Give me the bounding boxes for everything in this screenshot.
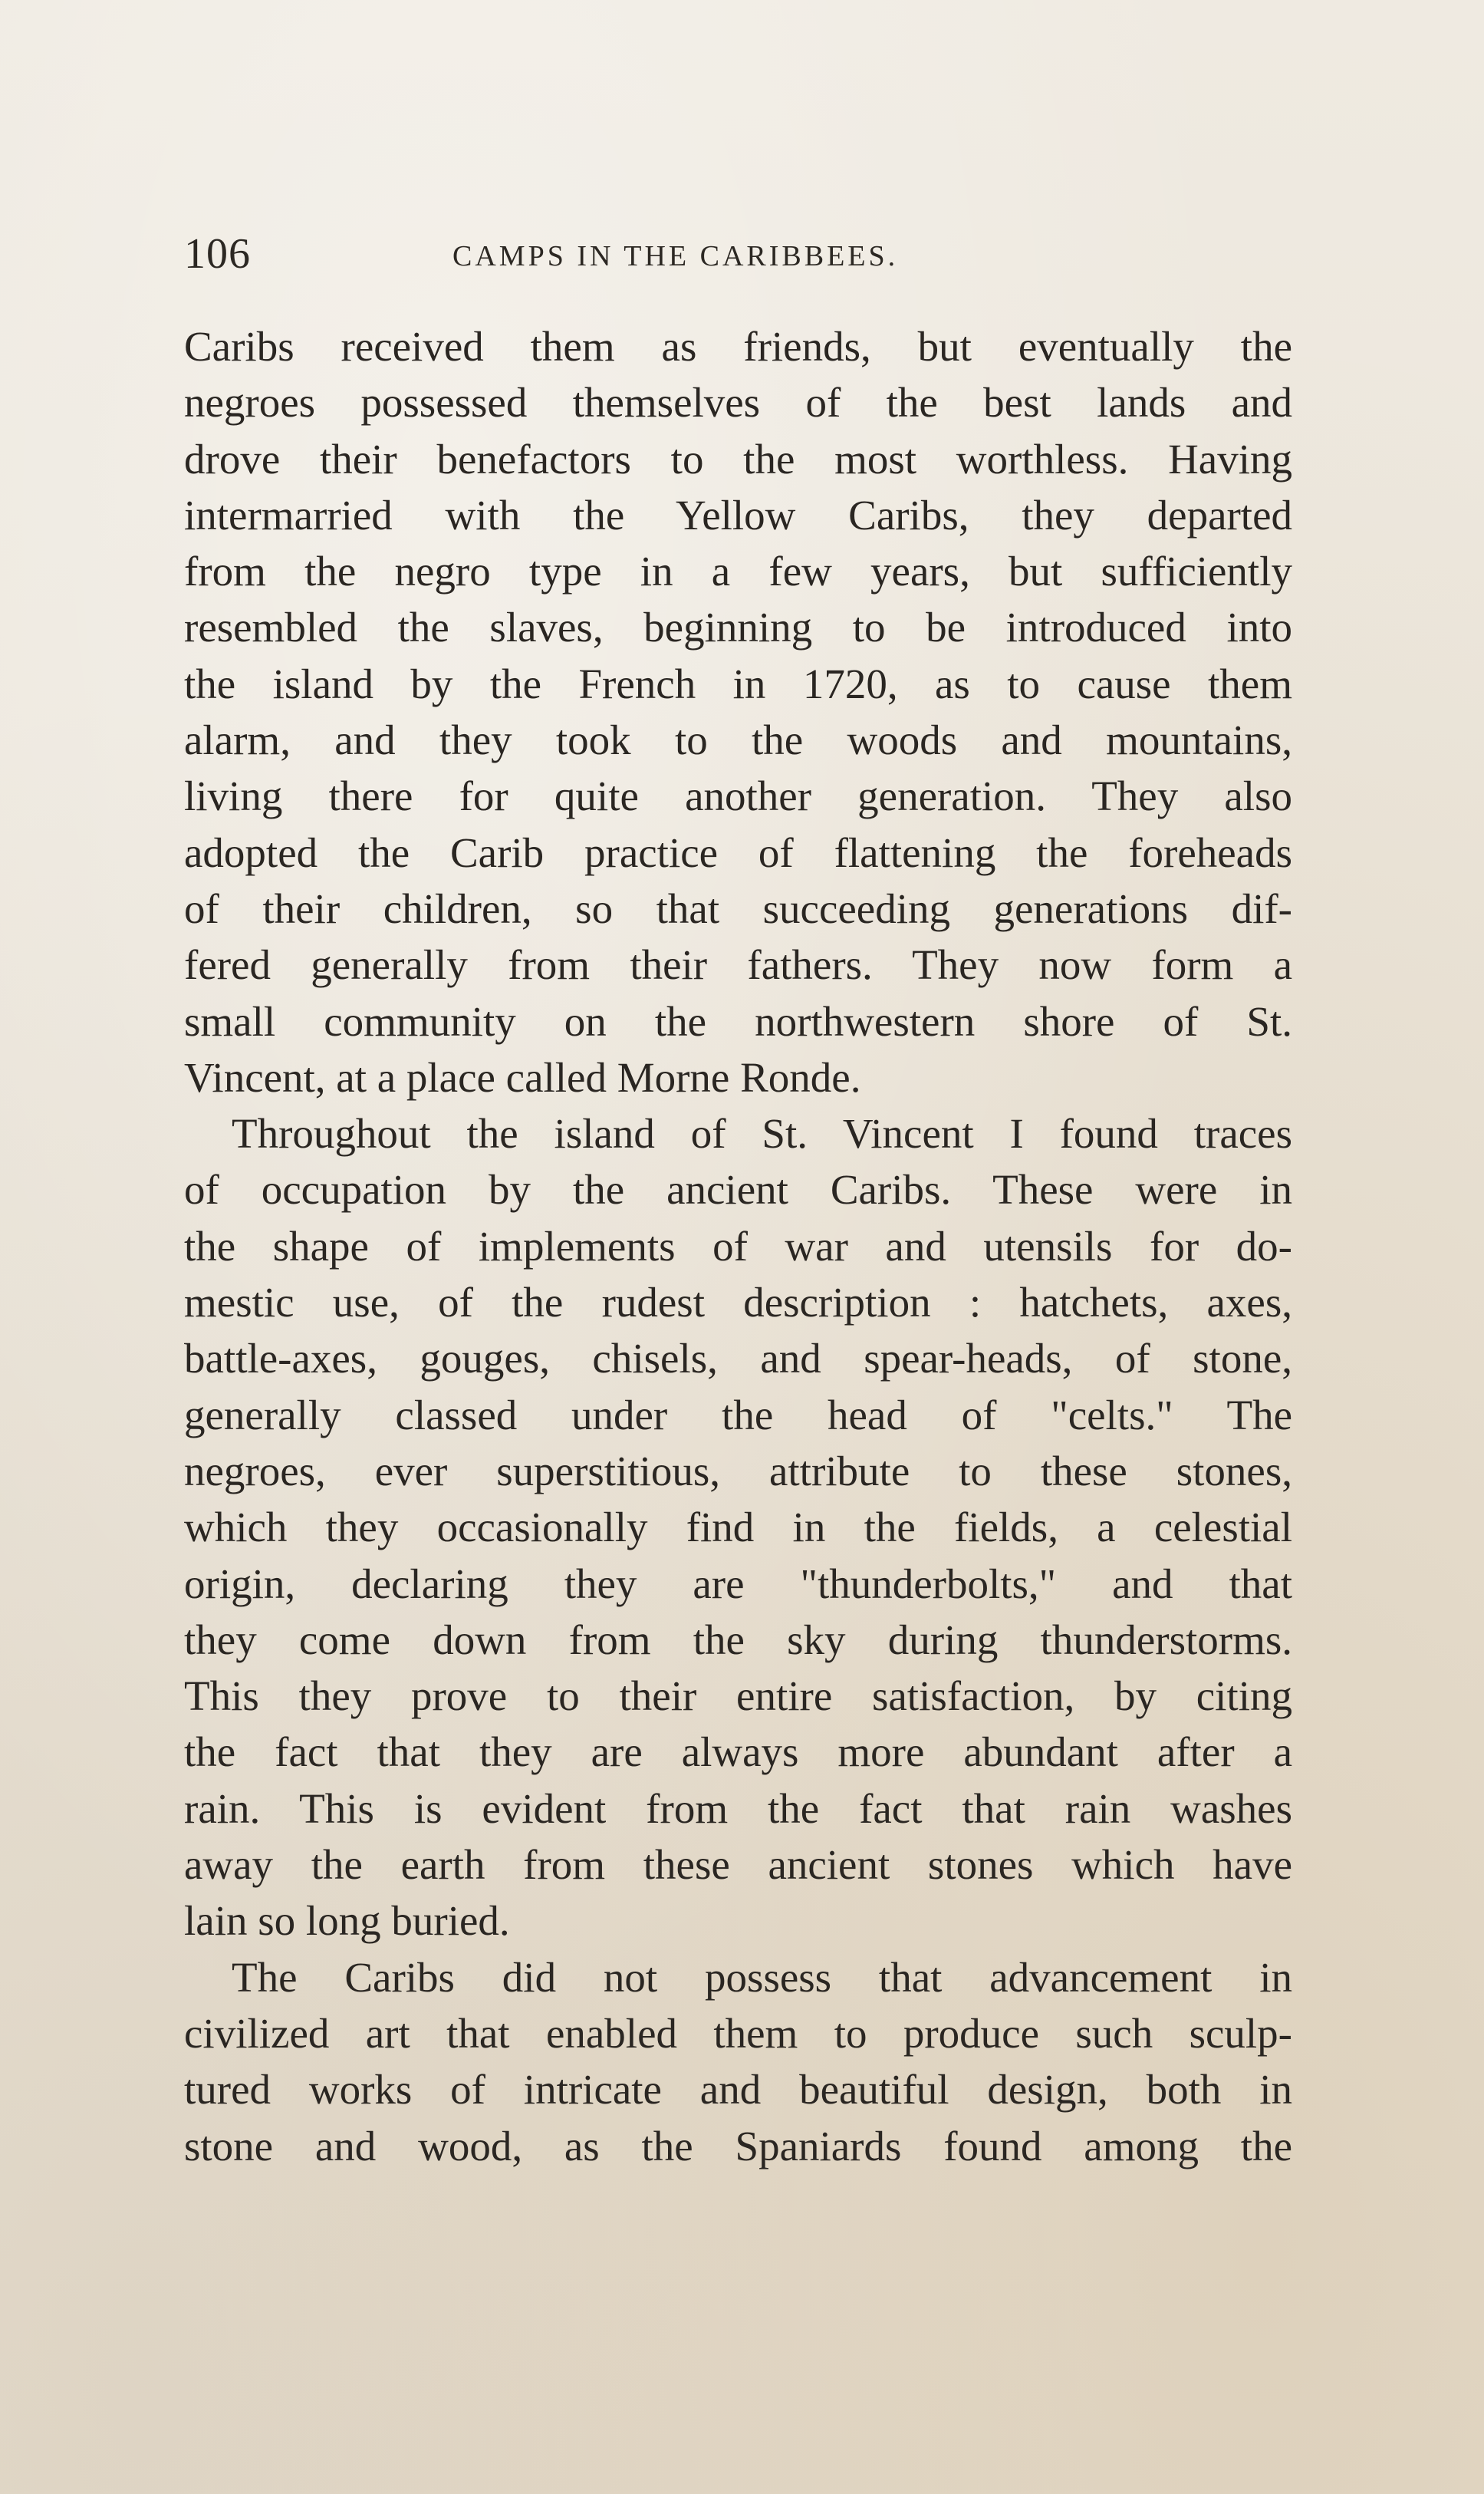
running-head — [184, 227, 1296, 281]
text-line: they come down from the sky during thunderstorms. — [184, 1616, 1292, 1663]
text-line: negroes possessed themselves of the best lands and — [184, 379, 1292, 427]
text-line: the fact that they are always more abundant after a — [184, 1728, 1292, 1776]
text-line: mestic use, of the rudest description : hatchets, axes, — [184, 1279, 1292, 1326]
text-line: living there for quite another generation. They also — [184, 773, 1292, 820]
text-line: generally classed under the head of "celts." The — [184, 1391, 1292, 1438]
text-line: rain. This is evident from the fact that rain washes — [184, 1784, 1292, 1832]
text-line: fered generally from their fathers. They now form a — [184, 941, 1292, 989]
text-line: negroes, ever superstitious, attribute to these stones, — [184, 1447, 1292, 1494]
paragraph-start: Throughout the island of St. Vincent I found traces — [232, 1110, 1292, 1158]
text-line: intermarried with the Yellow Caribs, they departed — [184, 491, 1292, 539]
text-line: civilized art that enabled them to produce such sculp- — [184, 2009, 1292, 2057]
text-line: small community on the northwestern shore of St. — [184, 997, 1292, 1045]
text-line: resembled the slaves, beginning to be introduced into — [184, 604, 1292, 651]
text-line: of occupation by the ancient Caribs. These were in — [184, 1166, 1292, 1214]
text-line: the island by the French in 1720, as to cause them — [184, 660, 1292, 707]
text-line: tured works of intricate and beautiful design, both in — [184, 2066, 1292, 2113]
text-line: stone and wood, as the Spaniards found among the — [184, 2122, 1292, 2169]
page-number: 106 — [184, 230, 251, 278]
text-line: away the earth from these ancient stones which have — [184, 1841, 1292, 1889]
text-line: lain so long buried. — [184, 1897, 510, 1945]
text-line: the shape of implements of war and utensils for do- — [184, 1222, 1292, 1270]
text-line: This they prove to their entire satisfaction, by citing — [184, 1672, 1292, 1720]
text-line: origin, declaring they are "thunderbolts," and that — [184, 1560, 1292, 1607]
text-line: drove their benefactors to the most worthless. Having — [184, 435, 1292, 483]
text-line: alarm, and they took to the woods and mountains, — [184, 717, 1292, 764]
text-line: battle-axes, gouges, chisels, and spear-heads, of stone, — [184, 1335, 1292, 1382]
text-line: adopted the Carib practice of flattening the foreheads — [184, 829, 1292, 876]
text-line: Caribs received them as friends, but eventually the — [184, 323, 1292, 370]
text-line: which they occasionally find in the fields, a celestial — [184, 1504, 1292, 1551]
body-text — [184, 318, 1292, 2174]
text-line: Vincent, at a place called Morne Ronde. — [184, 1053, 861, 1101]
text-line: of their children, so that succeeding generations dif- — [184, 885, 1292, 932]
text-line: from the negro type in a few years, but sufficiently — [184, 548, 1292, 595]
paragraph-start: The Caribs did not possess that advancement in — [232, 1953, 1292, 2001]
running-title: CAMPS IN THE CARIBBEES. — [452, 240, 899, 272]
